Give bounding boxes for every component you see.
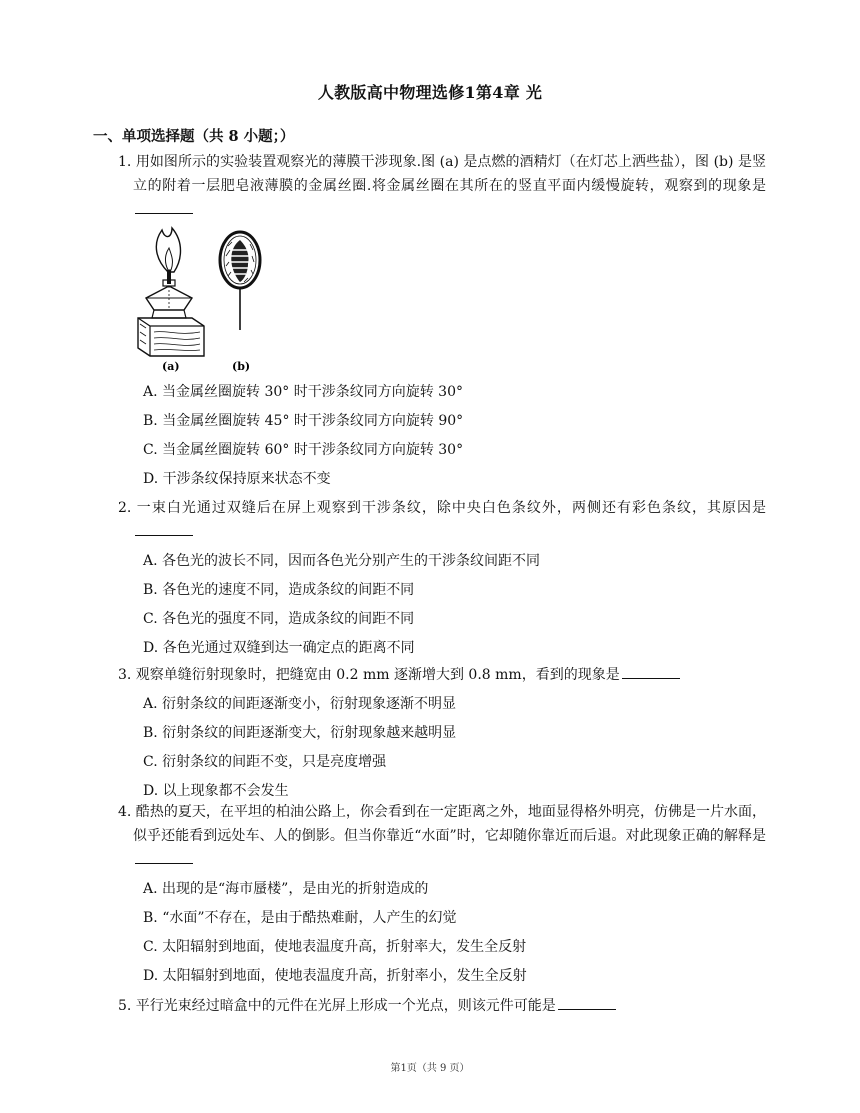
option-c: C. 当金属丝圈旋转 60° 时干涉条纹同方向旋转 30° bbox=[143, 442, 464, 458]
section-title: 一、单项选择题（共 8 小题；） bbox=[93, 128, 295, 145]
question-stem: 5. 平行光束经过暗盒中的元件在光屏上形成一个光点，则该元件可能是 bbox=[118, 998, 556, 1014]
question-stem: 4. 酷热的夏天，在平坦的柏油公路上，你会看到在一定距离之外，地面显得格外明亮，仿佛是一片水面，似乎还能看到远处车、人的倒影。但当你靠近“水面”时，它却随你靠近而后退。对此现象正确的解释是 bbox=[118, 804, 766, 844]
option-c: C. 衍射条纹的间距不变，只是亮度增强 bbox=[143, 754, 387, 770]
option-d: D. 太阳辐射到地面，使地表温度升高，折射率小，发生全反射 bbox=[143, 968, 527, 984]
question-1 bbox=[118, 150, 766, 222]
option-a: A. 各色光的波长不同，因而各色光分别产生的干涉条纹间距不同 bbox=[143, 553, 541, 569]
answer-blank bbox=[135, 521, 193, 536]
page-footer: 第1页（共 9 页） bbox=[390, 1063, 470, 1074]
option-a: A. 衍射条纹的间距逐渐变小，衍射现象逐渐不明显 bbox=[143, 696, 457, 712]
question-2 bbox=[118, 496, 766, 660]
question-stem: 2. 一束白光通过双缝后在屏上观察到干涉条纹，除中央白色条纹外，两侧还有彩色条纹，其原因是 bbox=[118, 500, 766, 516]
option-a: A. 当金属丝圈旋转 30° 时干涉条纹同方向旋转 30° bbox=[143, 384, 463, 400]
question-5 bbox=[118, 994, 766, 1018]
option-b: B. “水面”不存在，是由于酷热难耐，人产生的幻觉 bbox=[143, 910, 457, 926]
option-a: A. 出现的是“海市蜃楼”，是由光的折射造成的 bbox=[143, 881, 429, 897]
answer-blank bbox=[135, 199, 193, 214]
option-d: D. 各色光通过双缝到达一确定点的距离不同 bbox=[143, 640, 415, 656]
question-1-options bbox=[118, 380, 766, 491]
option-b: B. 当金属丝圈旋转 45° 时干涉条纹同方向旋转 90° bbox=[143, 413, 464, 429]
option-b: B. 各色光的速度不同，造成条纹的间距不同 bbox=[143, 582, 415, 598]
option-c: C. 各色光的强度不同，造成条纹的间距不同 bbox=[143, 611, 415, 627]
question-stem: 3. 观察单缝衍射现象时，把缝宽由 0.2 mm 逐渐增大到 0.8 mm，看到的现象是 bbox=[118, 667, 620, 683]
option-d: D. 干涉条纹保持原来状态不变 bbox=[143, 471, 331, 487]
question-4 bbox=[118, 800, 766, 988]
answer-blank bbox=[622, 664, 680, 679]
experiment-figure bbox=[132, 226, 268, 374]
answer-blank bbox=[558, 995, 616, 1010]
question-3 bbox=[118, 663, 766, 803]
question-stem: 1. 用如图所示的实验装置观察光的薄膜干涉现象.图 (a) 是点燃的酒精灯（在灯芯上洒些盐），图 (b) 是竖立的附着一层肥皂液薄膜的金属丝圈.将金属丝圈在其所在的竖直平面内缓慢旋转，观察到的现象是 bbox=[118, 154, 766, 194]
answer-blank bbox=[135, 849, 193, 864]
alcohol-lamp-and-wire-loop-illustration bbox=[132, 226, 268, 374]
page-title: 人教版高中物理选修1第4章 光 bbox=[317, 83, 543, 102]
figure-label-b: (b) bbox=[232, 360, 251, 373]
option-c: C. 太阳辐射到地面，使地表温度升高，折射率大，发生全反射 bbox=[143, 939, 527, 955]
figure-label-a: (a) bbox=[162, 360, 180, 373]
option-d: D. 以上现象都不会发生 bbox=[143, 783, 289, 799]
option-b: B. 衍射条纹的间距逐渐变大，衍射现象越来越明显 bbox=[143, 725, 457, 741]
